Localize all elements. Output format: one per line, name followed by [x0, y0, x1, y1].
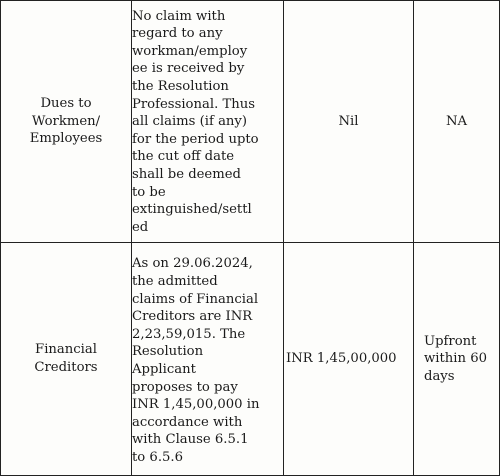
category-line: Creditors: [34, 360, 98, 375]
category-cell: [1, 1, 132, 243]
description-line: for the period upto: [132, 131, 259, 147]
description-line: workman/employ: [132, 43, 248, 59]
payment-line: within 60: [424, 351, 487, 367]
description-line: extinguished/settl: [132, 202, 252, 218]
description-line: accordance with: [132, 414, 243, 430]
description-line: Applicant: [132, 362, 196, 377]
description-cell: [132, 1, 284, 243]
category-line: Dues to: [40, 96, 92, 112]
description-line: the cut off date: [132, 149, 235, 165]
amount-value: INR 1,45,00,000: [286, 351, 397, 367]
amount-value: Nil: [338, 113, 359, 129]
description-line: Creditors are INR: [132, 309, 253, 325]
description-line: to be: [132, 184, 166, 200]
description-line: As on 29.06.2024,: [132, 256, 253, 272]
description-cell: [132, 243, 284, 476]
payment-cell: [414, 1, 500, 243]
description-line: shall be deemed: [132, 166, 241, 182]
table-row: [1, 1, 500, 243]
description-line: Resolution: [132, 344, 204, 360]
description-line: ed: [132, 219, 149, 235]
payment-cell: [414, 243, 500, 476]
category-cell: [1, 243, 132, 476]
description-line: all claims (if any): [132, 114, 248, 130]
amount-cell: [284, 243, 414, 476]
category-line: Workmen/: [31, 113, 101, 129]
description-line: the admitted: [132, 274, 218, 290]
amount-cell: [284, 1, 414, 243]
description-line: claims of Financial: [132, 291, 259, 307]
payment-line: Upfront: [424, 333, 477, 349]
description-line: with Clause 6.5.1: [132, 432, 249, 448]
category-line: Employees: [29, 131, 103, 147]
description-line: 2,23,59,015. The: [132, 326, 246, 342]
description-line: Professional. Thus: [132, 96, 256, 112]
description-line: ee is received by: [132, 61, 245, 77]
payment-value: NA: [445, 113, 468, 129]
table-row: [1, 243, 500, 476]
category-line: Financial: [35, 342, 97, 358]
description-line: No claim with: [132, 8, 226, 24]
description-line: proposes to pay: [132, 379, 238, 395]
description-line: regard to any: [132, 26, 223, 42]
payment-line: days: [424, 368, 455, 384]
description-line: the Resolution: [132, 79, 229, 95]
description-line: to 6.5.6: [132, 449, 183, 465]
description-line: INR 1,45,00,000 in: [132, 397, 260, 413]
